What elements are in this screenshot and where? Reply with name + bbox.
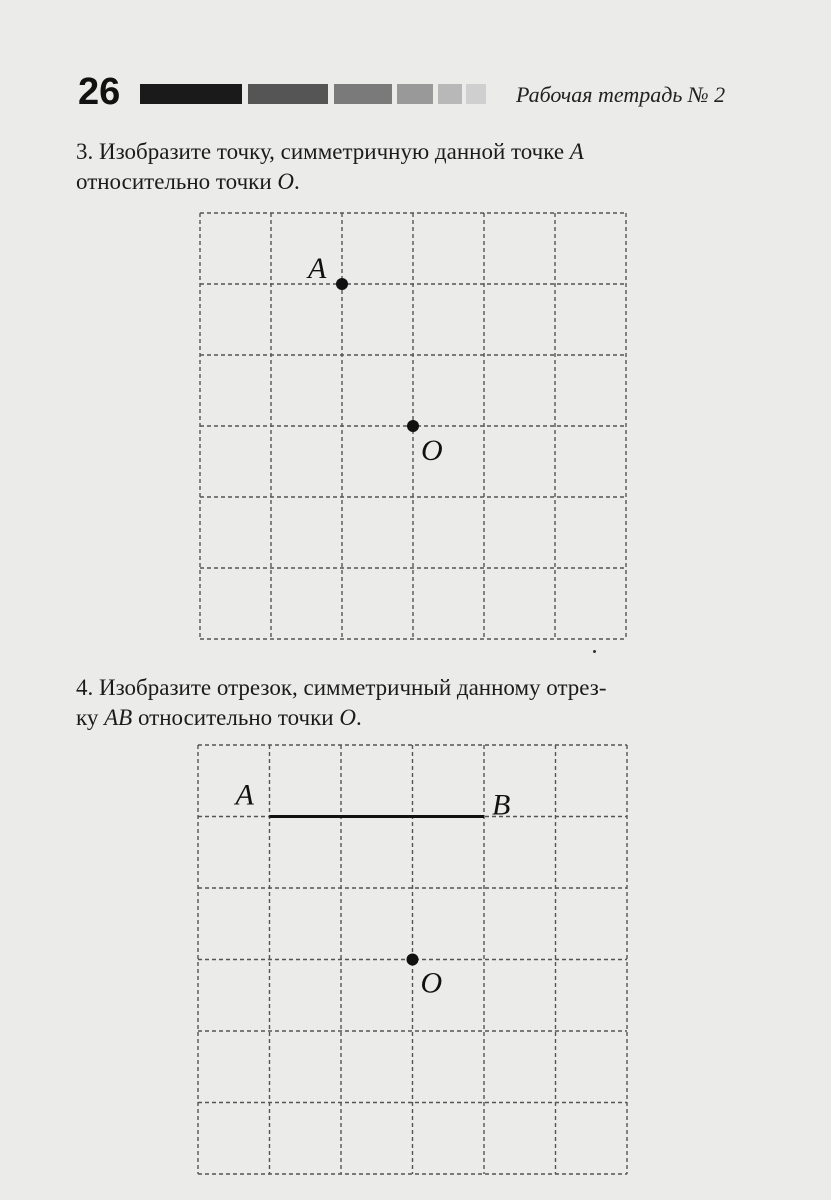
- task-3-line2: относительно точки: [76, 169, 272, 194]
- task-4-label-o: O: [420, 966, 443, 1000]
- task-3-period: .: [294, 169, 300, 194]
- task-4-label-a: A: [235, 778, 254, 812]
- task-3-point-o: [407, 420, 419, 432]
- task-4-line2-mid: относительно точки: [137, 705, 334, 730]
- task-4-point-o: O: [339, 705, 356, 730]
- task-4-period: .: [355, 705, 362, 730]
- task-3-label-a: A: [308, 252, 327, 285]
- task-3-number: 3.: [76, 139, 94, 164]
- task-4-line1: Изобразите отрезок, симметричный данному отрез-: [99, 675, 607, 700]
- workbook-title: Рабочая тетрадь № 2: [516, 82, 726, 107]
- task-3-line1: Изобразите точку, симметричную данной точке: [99, 139, 565, 164]
- task-4-point-o: [407, 954, 419, 966]
- task-3-label-o: O: [421, 434, 443, 467]
- task-3-point-o: O: [277, 169, 295, 194]
- page-number: 26: [78, 71, 121, 113]
- task-4-label-b: B: [492, 788, 511, 822]
- task-4-segment: AB: [104, 705, 133, 730]
- print-speck: [593, 650, 596, 653]
- task-4-line2-prefix: ку: [76, 705, 99, 730]
- task-3-point-a: A: [569, 139, 584, 164]
- task-3-point-a: [336, 278, 348, 290]
- task-4-number: 4.: [76, 675, 94, 700]
